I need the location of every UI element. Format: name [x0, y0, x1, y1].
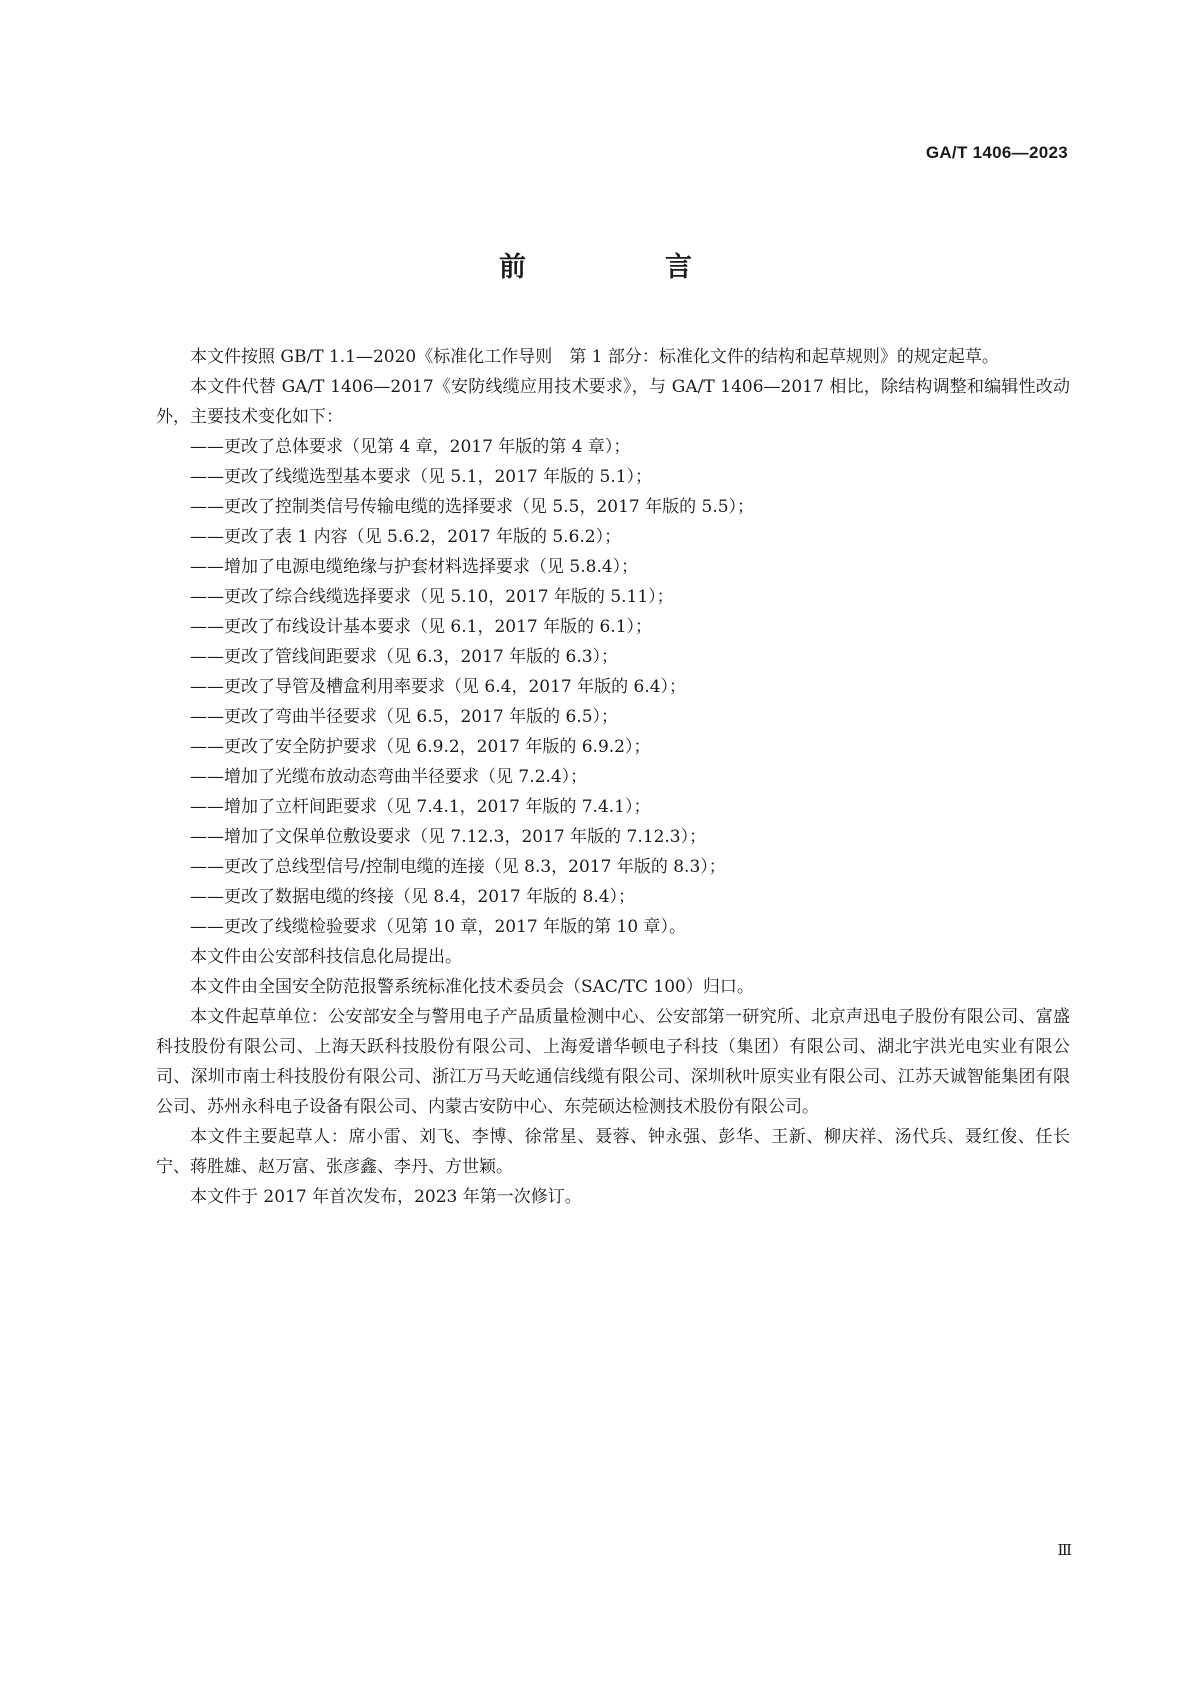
- document-code: GA/T 1406—2023: [925, 143, 1068, 162]
- paragraph-replacement: 本文件代替 GA/T 1406—2017《安防线缆应用技术要求》，与 GA/T 1406—2017 相比，除结构调整和编辑性改动外，主要技术变化如下：: [156, 377, 1070, 427]
- page-number: Ⅲ: [1057, 1541, 1070, 1559]
- change-item: ——增加了立杆间距要求（见 7.4.1，2017 年版的 7.4.1）；: [190, 797, 651, 817]
- paragraph-technical-committee: 本文件由全国安全防范报警系统标准化技术委员会（SAC/TC 100）归口。: [190, 977, 754, 997]
- paragraph-drafting-units: 本文件起草单位：公安部安全与警用电子产品质量检测中心、公安部第一研究所、北京声迅电子股份有限公司、富盛科技股份有限公司、上海天跃科技股份有限公司、上海爱谱华顿电子科技（集团）有限公司、湖北宇洪光电实业有限公司、深圳市南士科技股份有限公司、浙江万马天屹通信线缆有限公司、深圳秋叶原实业有限公司、江苏天诚智能集团有限公司、苏州永科电子设备有限公司、内蒙古安防中心、东莞硕达检测技术股份有限公司。: [156, 1007, 1070, 1117]
- change-item: ——更改了数据电缆的终接（见 8.4，2017 年版的 8.4）；: [190, 887, 636, 907]
- paragraph-publication-history: 本文件于 2017 年首次发布，2023 年第一次修订。: [190, 1187, 582, 1207]
- change-item: ——更改了布线设计基本要求（见 6.1，2017 年版的 6.1）；: [190, 617, 653, 637]
- page-title: 前 言: [499, 252, 748, 283]
- change-list: [156, 432, 1070, 942]
- change-item: ——更改了综合线缆选择要求（见 5.10，2017 年版的 5.11）；: [190, 587, 674, 607]
- change-item: ——更改了线缆选型基本要求（见 5.1，2017 年版的 5.1）；: [190, 467, 653, 487]
- change-item: ——更改了线缆检验要求（见第 10 章，2017 年版的第 10 章）。: [190, 917, 687, 937]
- paragraph-drafting-basis: 本文件按照 GB/T 1.1—2020《标准化工作导则 第 1 部分：标准化文件的结构和起草规则》的规定起草。: [190, 347, 999, 367]
- change-item: ——增加了光缆布放动态弯曲半径要求（见 7.2.4）；: [190, 767, 588, 787]
- paragraph-proposer: 本文件由公安部科技信息化局提出。: [190, 947, 462, 967]
- change-item: ——更改了导管及槽盒利用率要求（见 6.4，2017 年版的 6.4）；: [190, 677, 687, 697]
- change-item: ——增加了文保单位敷设要求（见 7.12.3，2017 年版的 7.12.3）；: [190, 827, 707, 847]
- document-body: [156, 342, 1070, 1212]
- change-item: ——更改了管线间距要求（见 6.3，2017 年版的 6.3）；: [190, 647, 619, 667]
- change-item: ——更改了控制类信号传输电缆的选择要求（见 5.5，2017 年版的 5.5）；: [190, 497, 755, 517]
- change-item: ——更改了总线型信号/控制电缆的连接（见 8.3，2017 年版的 8.3）；: [190, 857, 726, 877]
- paragraph-drafters: 本文件主要起草人：席小雷、刘飞、李博、徐常星、聂蓉、钟永强、彭华、王新、柳庆祥、汤代兵、聂红俊、任长宁、蒋胜雄、赵万富、张彦鑫、李丹、方世颖。: [156, 1127, 1070, 1177]
- change-item: ——更改了总体要求（见第 4 章，2017 年版的第 4 章）；: [190, 437, 631, 457]
- change-item: ——更改了安全防护要求（见 6.9.2，2017 年版的 6.9.2）；: [190, 737, 651, 757]
- change-item: ——增加了电源电缆绝缘与护套材料选择要求（见 5.8.4）；: [190, 557, 639, 577]
- change-item: ——更改了表 1 内容（见 5.6.2，2017 年版的 5.6.2）；: [190, 527, 622, 547]
- change-item: ——更改了弯曲半径要求（见 6.5，2017 年版的 6.5）；: [190, 707, 619, 727]
